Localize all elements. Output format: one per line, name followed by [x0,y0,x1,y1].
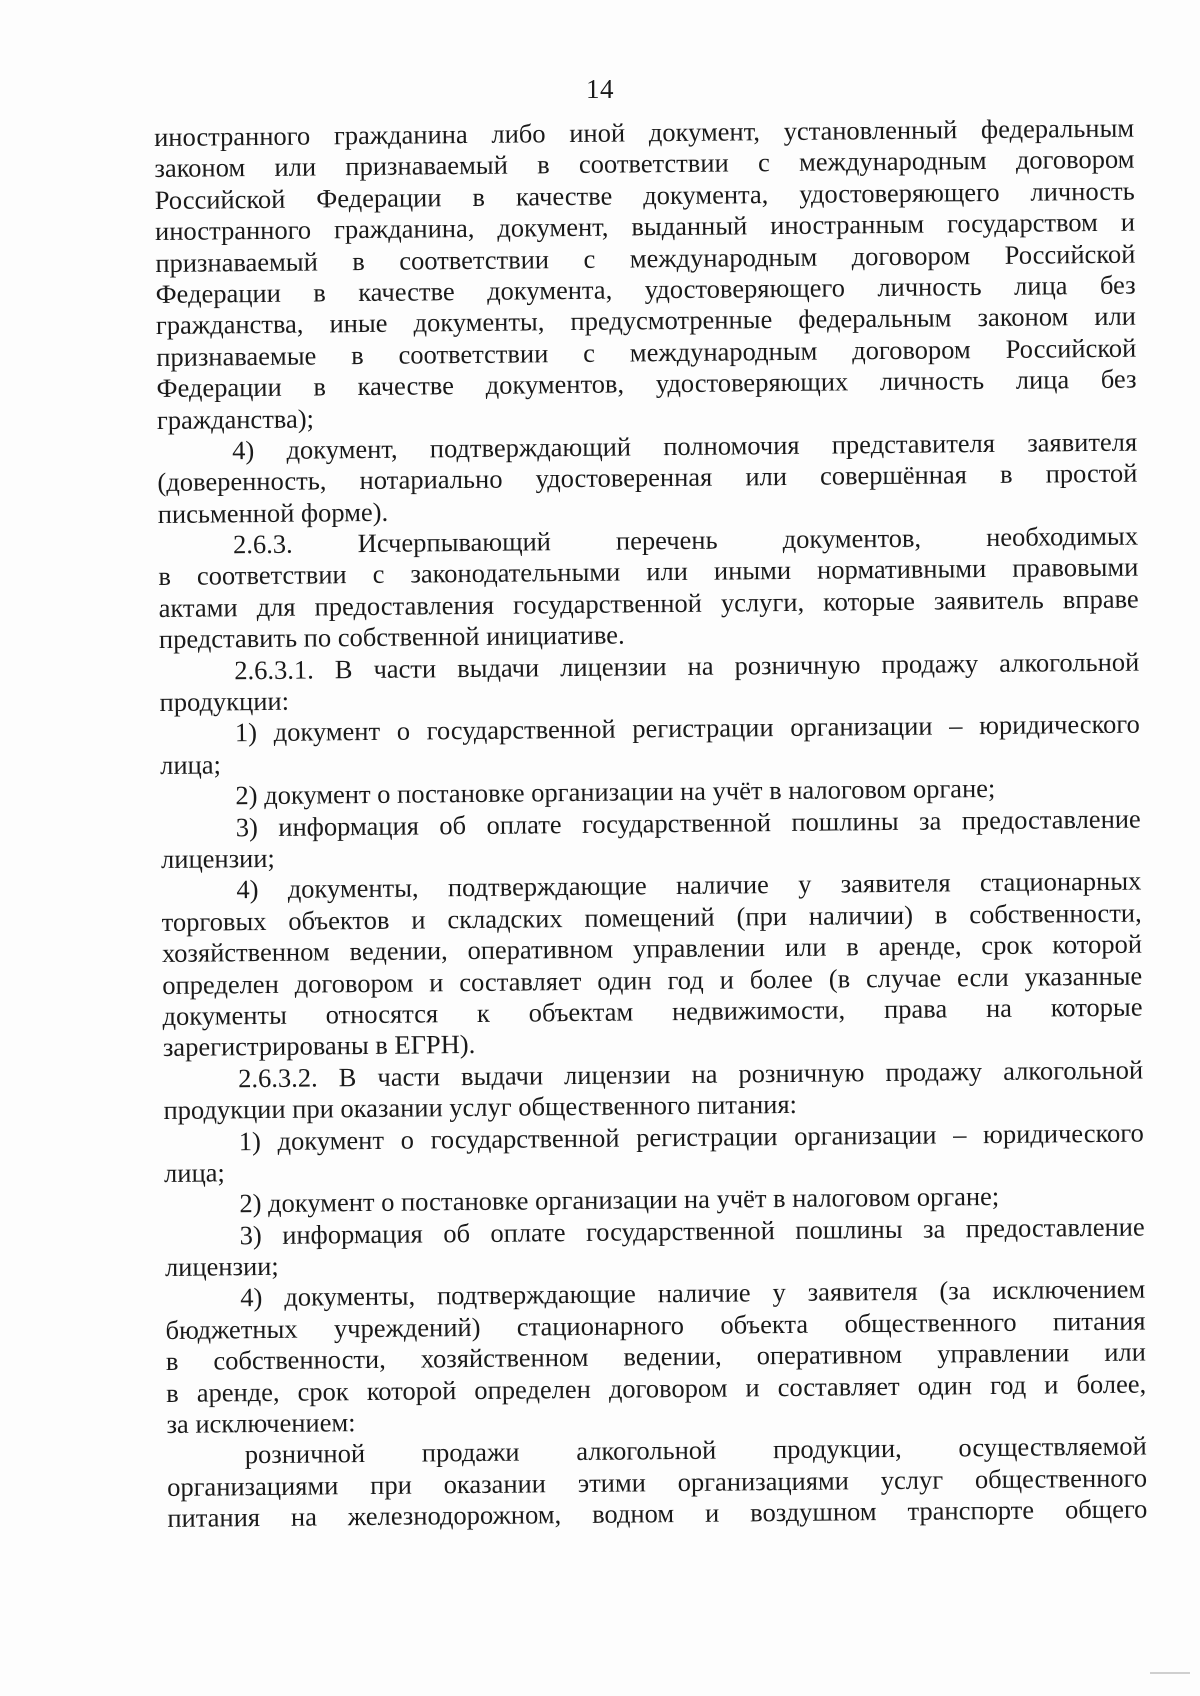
text-line: в аренде, срок которой определен договором и составляет один год и более, [166,1368,1147,1408]
text-line: 4) документ, подтверждающий полномочия представителя заявителя [232,426,1138,466]
text-line: лицензии; [164,1250,279,1283]
text-line: лицензии; [160,842,275,874]
scan-artifact [1150,1672,1190,1674]
text-line: письменной форме). [157,496,389,529]
text-line: хозяйственном ведении, оперативном управлении или в аренде, срок которой [161,928,1143,969]
text-line: 2.6.3. Исчерпывающий перечень документов, необходимых [232,520,1139,560]
text-line: организациями при оказании этими организациями услуг общественного [166,1462,1148,1502]
text-line: торговых объектов и складских помещений (при наличии) в собственности, [161,897,1142,937]
text-line: 2) документ о постановке организации на учёт в налоговом органе; [235,773,996,811]
text-line: 1) документ о государственной регистрации организации – юридического [234,708,1140,748]
text-line: Федерации в качестве документа, удостоверяющего личность лица без [155,269,1136,309]
text-line: 2.6.3.1. В части выдачи лицензии на розничную продажу алкогольной [234,646,1140,685]
text-line: розничной продажи алкогольной продукции, осуществляемой [244,1430,1147,1470]
text-line: определен договором и составляет один год и более (в случае если указанные [162,960,1143,1000]
page-number: 14 [586,74,614,104]
text-line: бюджетных учреждений) стационарного объекта общественного питания [165,1305,1146,1345]
text-line: признаваемые в соответствии с международным договором Российской [156,332,1137,372]
text-line: в соответствии с законодательными или иными нормативными правовыми [158,552,1139,592]
text-line: признаваемый в соответствии с международным договором Российской [155,238,1136,278]
text-line: законом или признаваемый в соответствии с международным договором [154,143,1135,184]
text-line: Российской Федерации в качестве документа, удостоверяющего личность [154,175,1135,215]
text-line: (доверенность, нотариально удостоверенная или совершённая в простой [157,457,1138,498]
text-line: представить по собственной инициативе. [158,619,625,655]
text-line: 4) документы, подтверждающие наличие у заявителя (за исключением [240,1273,1146,1313]
text-line: 4) документы, подтверждающие наличие у заявителя стационарных [236,865,1142,905]
text-line: 3) информация об оплате государственной пошлины за предоставление [239,1211,1145,1250]
text-line: гражданства); [156,402,315,435]
document-body [154,113,1148,1535]
text-line: лица; [163,1157,225,1188]
text-line: иностранного гражданина, документ, выданный иностранным государством и [154,206,1136,247]
text-line: лица; [160,749,222,780]
text-line: иностранного гражданина либо иной документ, установленный федеральным [154,112,1135,152]
text-line: 2.6.3.2. В части выдачи лицензии на розничную продажу алкогольной [238,1054,1144,1093]
text-line: документы относятся к объектам недвижимости, права на которые [162,991,1143,1031]
text-line: Федерации в качестве документов, удостоверяющих личность лица без [156,363,1137,404]
text-line: зарегистрированы в ЕГРН). [162,1029,476,1063]
text-line: актами для предоставления государственной услуги, которые заявитель вправе [158,583,1139,623]
text-line: питания на железнодорожном, водном и воздушном транспорте общего [167,1493,1148,1534]
text-line: в собственности, хозяйственном ведении, оперативном управлении или [165,1336,1146,1377]
text-line: за исключением: [166,1407,356,1439]
text-line: 2) документ о постановке организации на учёт в налоговом органе; [239,1181,1000,1219]
text-line: 3) информация об оплате государственной пошлины за предоставление [235,803,1141,842]
text-line: 1) документ о государственной регистрации организации – юридического [238,1117,1144,1156]
text-line: продукции при оказании услуг общественного питания: [163,1088,798,1126]
text-line: продукции: [159,685,290,718]
text-line: гражданства, иные документы, предусмотренные федеральным законом или [155,300,1137,341]
